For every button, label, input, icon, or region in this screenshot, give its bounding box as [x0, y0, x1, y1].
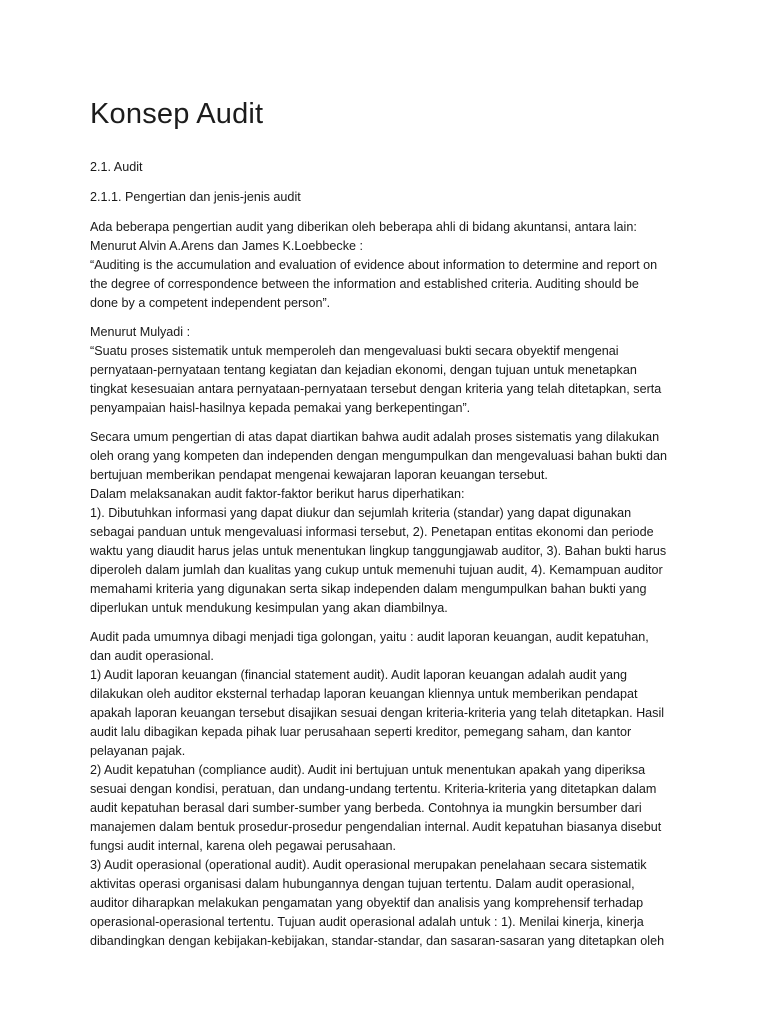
- paragraph: [90, 428, 690, 618]
- text-line: bertujuan memberikan pendapat mengenai kewajaran laporan keuangan tersebut.: [90, 468, 548, 482]
- document-page: [90, 96, 690, 961]
- text-line: Audit pada umumnya dibagi menjadi tiga golongan, yaitu : audit laporan keuangan, audit kepatuhan,: [90, 630, 649, 644]
- text-line: fungsi audit internal, karena oleh pegawai perusahaan.: [90, 839, 396, 853]
- text-line: Ada beberapa pengertian audit yang diberikan oleh beberapa ahli di bidang akuntansi, antara lain:: [90, 220, 637, 234]
- text-line: the degree of correspondence between the information and established criteria. Auditing should be: [90, 277, 639, 291]
- text-line: aktivitas operasi organisasi dalam hubungannya dengan tujuan tertentu. Dalam audit operasional,: [90, 877, 635, 891]
- text-line: operasional-operasional tertentu. Tujuan audit operasional adalah untuk : 1). Menilai kinerja, kinerja: [90, 915, 644, 929]
- text-line: 1) Audit laporan keuangan (financial statement audit). Audit laporan keuangan adalah audit yang: [90, 668, 628, 682]
- text-line: “Suatu proses sistematik untuk memperoleh dan mengevaluasi bukti secara obyektif mengenai: [90, 344, 619, 358]
- section-heading: 2.1. Audit: [90, 160, 143, 174]
- document-title: Konsep Audit: [90, 98, 264, 130]
- text-line: Menurut Alvin A.Arens dan James K.Loebbecke :: [90, 239, 364, 253]
- paragraph: [90, 628, 690, 951]
- text-line: sesuai dengan kondisi, peratuan, dan undang-undang tertentu. Kriteria-kriteria yang ditetapkan dalam: [90, 782, 657, 796]
- text-line: pelayanan pajak.: [90, 744, 186, 758]
- text-line: pernyataan-pernyataan tentang kegiatan dan kejadian ekonomi, dengan tujuan untuk menetapkan: [90, 363, 637, 377]
- subsection-heading: 2.1.1. Pengertian dan jenis-jenis audit: [90, 190, 301, 204]
- text-line: penyampaian haisl-hasilnya kepada pemakai yang berkepentingan”.: [90, 401, 471, 415]
- paragraph: [90, 323, 690, 418]
- text-line: Menurut Mulyadi :: [90, 325, 191, 339]
- text-line: sebagai panduan untuk mengevaluasi informasi tersebut, 2). Penetapan entitas ekonomi dan periode: [90, 525, 654, 539]
- text-line: tingkat kesesuaian antara pernyataan-pernyataan tersebut dengan kriteria yang telah ditetapkan, serta: [90, 382, 662, 396]
- text-line: dibandingkan dengan kebijakan-kebijakan, standar-standar, dan sasaran-sasaran yang ditetapkan oleh: [90, 934, 665, 948]
- text-line: diperlukan untuk mendukung kesimpulan yang akan diambilnya.: [90, 601, 448, 615]
- body-text: [90, 218, 690, 951]
- text-line: audit kepatuhan berasal dari sumber-sumber yang berbeda. Contohnya ia mungkin bersumber dari: [90, 801, 642, 815]
- text-line: memahami kriteria yang digunakan serta sikap independen dalam mengumpulkan bahan bukti yang: [90, 582, 647, 596]
- text-line: audit lalu dibagikan kepada pihak luar perusahaan seperti kreditor, pemegang saham, dan kantor: [90, 725, 632, 739]
- text-line: 3) Audit operasional (operational audit). Audit operasional merupakan penelahaan secara sistematik: [90, 858, 647, 872]
- text-line: diperoleh dalam jumlah dan kualitas yang cukup untuk memenuhi tujuan audit, 4). Kemampuan auditor: [90, 563, 663, 577]
- text-line: dilakukan oleh auditor eksternal terhadap laporan keuangan kliennya untuk memberikan pendapat: [90, 687, 638, 701]
- text-line: apakah laporan keuangan tersebut disajikan sesuai dengan kriteria-kriteria yang telah ditetapkan. Hasil: [90, 706, 665, 720]
- text-line: oleh orang yang kompeten dan independen dengan mengumpulkan dan mengevaluasi bahan bukti dan: [90, 449, 667, 463]
- text-line: 1). Dibutuhkan informasi yang dapat diukur dan sejumlah kriteria (standar) yang dapat digunakan: [90, 506, 632, 520]
- text-line: 2) Audit kepatuhan (compliance audit). Audit ini bertujuan untuk menentukan apakah yang diperiksa: [90, 763, 646, 777]
- text-line: dan audit operasional.: [90, 649, 214, 663]
- text-line: waktu yang diaudit harus jelas untuk menentukan lingkup tanggungjawab auditor, 3). Bahan bukti harus: [90, 544, 667, 558]
- text-line: auditor diharapkan melakukan pengamatan yang obyektif dan analisis yang komprehensif terhadap: [90, 896, 644, 910]
- text-line: “Auditing is the accumulation and evaluation of evidence about information to determine and report on: [90, 258, 658, 272]
- text-line: done by a competent independent person”.: [90, 296, 331, 310]
- paragraph: [90, 218, 690, 313]
- text-line: manajemen dalam bentuk prosedur-prosedur pengendalian internal. Audit kepatuhan biasanya disebut: [90, 820, 662, 834]
- text-line: Secara umum pengertian di atas dapat diartikan bahwa audit adalah proses sistematis yang dilakukan: [90, 430, 660, 444]
- text-line: Dalam melaksanakan audit faktor-faktor berikut harus diperhatikan:: [90, 487, 465, 501]
